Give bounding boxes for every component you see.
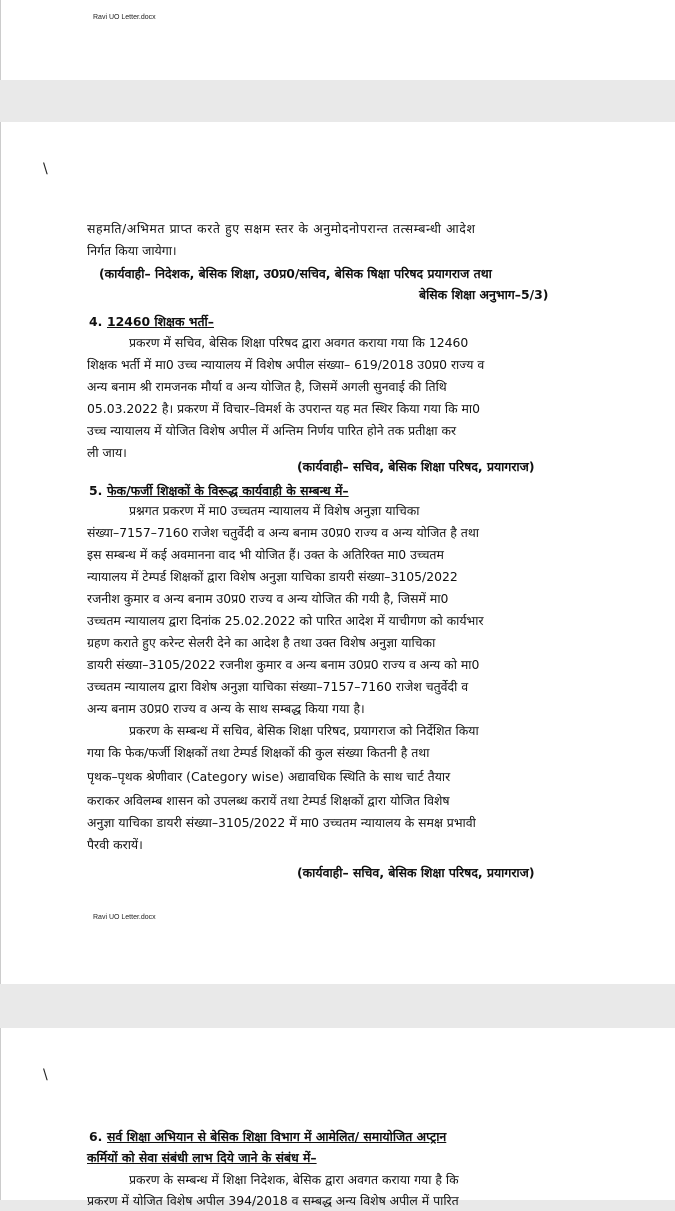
item-4-line-3: अन्य बनाम श्री रामजनक मौर्या व अन्य योजित है, जिसमें अगली सुनवाई की तिथि <box>87 379 447 394</box>
action-line-2: बेसिक शिक्षा अनुभाग–5/3) <box>419 287 549 302</box>
item-5-para2-line-2: गया कि फेक/फर्जी शिक्षकों तथा टेम्पर्ड शिक्षकों की कुल संख्या कितनी है तथा <box>87 745 430 760</box>
item-5-line-4: न्यायालय में टेम्पर्ड शिक्षकों द्वारा विशेष अनुज्ञा याचिका डायरी संख्या–3105/2022 <box>87 569 458 584</box>
intro-line-2: निर्गत किया जायेगा। <box>87 243 177 258</box>
item-5-number: 5. <box>89 483 103 498</box>
item-5-line-1: प्रश्नगत प्रकरण में मा0 उच्चतम न्यायालय में विशेष अनुज्ञा याचिका <box>129 503 420 518</box>
intro-line-1: सहमति/अभिमत प्राप्त करते हुए सक्षम स्तर के अनुमोदनोपरान्त तत्सम्बन्धी आदेश <box>87 221 476 236</box>
page-3 <box>0 1028 675 1208</box>
item-4-line-4: 05.03.2022 है। प्रकरण में विचार–विमर्श के उपरान्त यह मत स्थिर किया गया कि मा0 <box>87 401 481 416</box>
item-5-para2-line-6: पैरवी करायें। <box>87 837 143 852</box>
item-5-action: (कार्यवाही– सचिव, बेसिक शिक्षा परिषद, प्रयागराज) <box>297 865 535 880</box>
item-5-line-10: अन्य बनाम उ0प्र0 राज्य व अन्य के साथ सम्बद्ध किया गया है। <box>87 701 365 716</box>
item-4-line-6: ली जाय। <box>87 445 127 460</box>
page-2 <box>0 122 675 984</box>
item-5-para2-line-4: कराकर अविलम्ब शासन को उपलब्ध करायें तथा टेम्पर्ड शिक्षकों द्वारा योजित विशेष <box>87 793 450 808</box>
item-5-line-5: रजनीश कुमार व अन्य बनाम उ0प्र0 राज्य व अन्य योजित की गयी है, जिसमें मा0 <box>87 591 449 606</box>
item-4-line-5: उच्च न्यायालय में योजित विशेष अपील में अन्तिम निर्णय पारित होने तक प्रतीक्षा कर <box>87 423 457 438</box>
item-5-para2-line-5: अनुज्ञा याचिका डायरी संख्या–3105/2022 में मा0 उच्चतम न्यायालय के समक्ष प्रभावी <box>87 815 476 830</box>
action-line-1: (कार्यवाही– निदेशक, बेसिक शिक्षा, उ0प्र0/सचिव, बेसिक षिक्षा परिषद प्रयागराज तथा <box>99 266 492 281</box>
item-4-heading: 12460 शिक्षक भर्ती– <box>107 314 214 329</box>
page-3-corner-mark: \ <box>43 1067 48 1083</box>
item-5-line-8: डायरी संख्या–3105/2022 रजनीश कुमार व अन्य बनाम उ0प्र0 राज्य व अन्य को मा0 <box>87 657 480 672</box>
page-1 <box>0 0 675 80</box>
item-6-heading-line-1: सर्व शिक्षा अभियान से बेसिक शिक्षा विभाग में आमेलित/ समायोजित अप्ट्रान <box>107 1129 447 1144</box>
item-5-heading: फेक/फर्जी शिक्षकों के विरूद्ध कार्यवाही के सम्बन्ध में– <box>107 483 349 498</box>
item-4-number: 4. <box>89 314 103 329</box>
item-5-para2-line-1: प्रकरण के सम्बन्ध में सचिव, बेसिक शिक्षा परिषद, प्रयागराज को निर्देशित किया <box>129 723 479 738</box>
item-5-line-6: उच्चतम न्यायालय द्वारा दिनांक 25.02.2022 को पारित आदेश में याचीगण को कार्यभार <box>87 613 484 628</box>
item-5-para2-line-3: पृथक–पृथक श्रेणीवार (Category wise) अद्यावधिक स्थिति के साथ चार्ट तैयार <box>87 769 451 784</box>
item-6-heading-line-2: कर्मियों को सेवा संबंधी लाभ दिये जाने के संबंध में– <box>87 1150 317 1165</box>
page-2-footer-filename: Ravi UO Letter.docx <box>93 914 156 921</box>
item-4-line-2: शिक्षक भर्ती में मा0 उच्च न्यायालय में विशेष अपील संख्या– 619/2018 उ0प्र0 राज्य व <box>87 357 485 372</box>
item-6-line-2: प्रकरण में योजित विशेष अपील 394/2018 व सम्बद्ध अन्य विशेष अपील में पारित <box>87 1193 459 1208</box>
item-5-line-2: संख्या–7157–7160 राजेश चतुर्वेदी व अन्य बनाम उ0प्र0 राज्य व अन्य योजित है तथा <box>87 525 479 540</box>
item-5-line-3: इस सम्बन्ध में कई अवमानना वाद भी योजित हैं। उक्त के अतिरिक्त मा0 उच्चतम <box>87 547 444 562</box>
item-6-line-1: प्रकरण के सम्बन्ध में शिक्षा निदेशक, बेसिक द्वारा अवगत कराया गया है कि <box>129 1172 459 1187</box>
item-4-action: (कार्यवाही– सचिव, बेसिक शिक्षा परिषद, प्रयागराज) <box>297 459 535 474</box>
page-1-footer-filename: Ravi UO Letter.docx <box>93 14 156 21</box>
item-4-line-1: प्रकरण में सचिव, बेसिक शिक्षा परिषद द्वारा अवगत कराया गया कि 12460 <box>129 335 469 350</box>
item-5-line-9: उच्चतम न्यायालय द्वारा विशेष अनुज्ञा याचिका संख्या–7157–7160 राजेश चतुर्वेदी व <box>87 679 469 694</box>
page-2-corner-mark: \ <box>43 161 48 177</box>
item-6-number: 6. <box>89 1129 103 1144</box>
item-5-line-7: ग्रहण कराते हुए करेन्ट सेलरी देने का आदेश है तथा उक्त विशेष अनुज्ञा याचिका <box>87 635 436 650</box>
